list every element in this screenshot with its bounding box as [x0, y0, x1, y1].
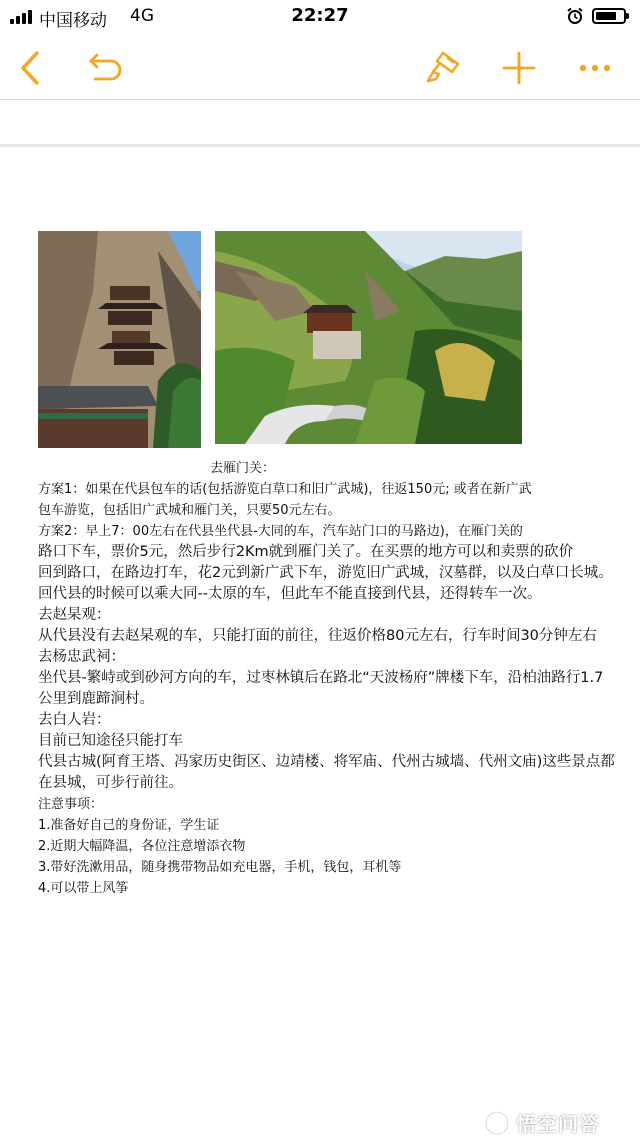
- document-line: 在县城，可步行前往。: [38, 775, 183, 791]
- document-top-edge: [0, 144, 640, 147]
- document-line: 3.带好洗漱用品，随身携带物品如充电器，手机，钱包，耳机等: [38, 860, 402, 875]
- valley-temple-image: [215, 231, 522, 444]
- document-line: 从代县没有去赵杲观的车，只能打面的前往，往返价格80元左右，行车时间30分钟左右: [38, 628, 597, 644]
- document-line: 去雁门关：: [210, 461, 276, 476]
- document-line: 方案1：如果在代县包车的话(包括游览白草口和旧广武城)，往返150元; 或者在新广武: [38, 482, 532, 497]
- valley-temple-photo[interactable]: [215, 231, 522, 444]
- battery-icon: [592, 8, 626, 24]
- document-line: 去赵杲观：: [38, 607, 111, 623]
- chevron-left-icon: [17, 50, 43, 86]
- watermark-text: 悟空问答: [516, 1112, 600, 1136]
- status-time: 22:27: [291, 5, 349, 26]
- document-line: 路口下车，票价5元，然后步行2Km就到雁门关了。在买票的地方可以和卖票的砍价: [38, 544, 574, 560]
- format-bar: [0, 100, 640, 144]
- document-line: 去杨忠武祠：: [38, 649, 125, 665]
- paintbrush-icon: [423, 50, 461, 86]
- undo-icon: [87, 51, 125, 85]
- plus-icon: [502, 51, 536, 85]
- document-line: 包车游览，包括旧广武城和雁门关，只要50元左右。: [38, 503, 341, 518]
- battery-level-fill: [596, 12, 616, 20]
- back-button[interactable]: [8, 46, 52, 90]
- cliff-temple-photo[interactable]: [38, 231, 201, 448]
- more-button[interactable]: [573, 46, 617, 90]
- document-body[interactable]: [38, 458, 634, 899]
- cliff-temple-image: [38, 231, 201, 448]
- document-line: 1.准备好自己的身份证，学生证: [38, 818, 220, 833]
- document-line: 坐代县-繁峙或到砂河方向的车，过枣林镇后在路北“天波杨府”牌楼下车，沿柏油路行1.7: [38, 670, 604, 686]
- document-line: 注意事项：: [38, 797, 104, 812]
- format-button[interactable]: [420, 46, 464, 90]
- more-dots-icon: [579, 63, 611, 73]
- status-bar: [0, 0, 640, 34]
- document-line: 代县古城(阿育王塔、冯家历史街区、边靖楼、将军庙、代州古城墙、代州文庙)这些景点都: [38, 754, 615, 770]
- carrier-name: 中国移动: [39, 11, 107, 31]
- document-line: 方案2：早上7：00左右在代县坐代县-大同的车，汽车站门口的马路边)，在雁门关的: [38, 524, 523, 539]
- editor-toolbar: [0, 34, 640, 98]
- document-line: 回到路口，在路边打车，花2元到新广武下车，游览旧广武城，汉墓群，以及白草口长城。: [38, 565, 613, 581]
- document-line: 目前已知途径只能打车: [38, 733, 183, 749]
- document-line: 回代县的时候可以乘大同--太原的车，但此车不能直接到代县，还得转车一次。: [38, 586, 542, 602]
- alarm-clock-icon: [566, 7, 584, 25]
- document-line: 2.近期大幅降温，各位注意增添衣物: [38, 839, 246, 854]
- watermark: [484, 1108, 600, 1137]
- wukong-logo-icon: [484, 1110, 510, 1136]
- undo-button[interactable]: [84, 46, 128, 90]
- document-line: 公里到鹿蹄涧村。: [38, 691, 154, 707]
- network-type: 4G: [130, 6, 154, 26]
- document-line: 去白人岩：: [38, 712, 111, 728]
- document-line: 4.可以带上风筝: [38, 881, 129, 896]
- add-button[interactable]: [497, 46, 541, 90]
